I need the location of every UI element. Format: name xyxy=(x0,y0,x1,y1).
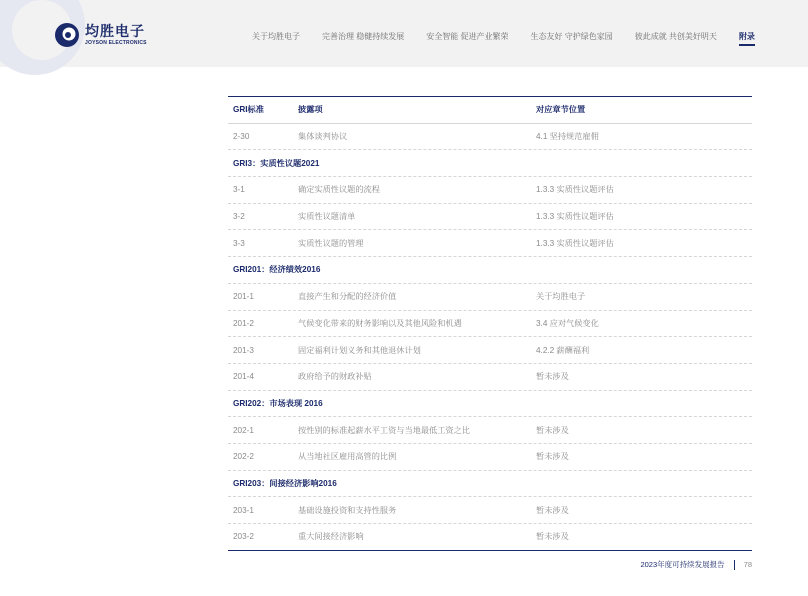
disclosure-item: 集体谈判协议 xyxy=(298,132,348,142)
disclosure-code: 3-3 xyxy=(233,238,245,248)
table-row xyxy=(228,177,752,204)
table-header-row xyxy=(228,97,752,124)
section-location: 暂未涉及 xyxy=(536,425,569,435)
disclosure-code: 203-2 xyxy=(233,532,254,542)
disclosure-item: 直接产生和分配的经济价值 xyxy=(298,292,397,302)
section-title: GRI3：实质性议题2021 xyxy=(233,158,320,168)
company-logo[interactable] xyxy=(54,22,147,48)
table-row xyxy=(228,417,752,444)
disclosure-code: 201-4 xyxy=(233,372,254,382)
nav-item-2[interactable]: 安全智能 促进产业繁荣 xyxy=(426,32,509,41)
table-row xyxy=(228,337,752,364)
section-location: 3.4 应对气候变化 xyxy=(536,318,599,328)
page-number: 78 xyxy=(743,560,752,569)
section-row xyxy=(228,391,752,418)
section-location: 暂未涉及 xyxy=(536,532,569,542)
report-title: 2023年度可持续发展报告 xyxy=(640,560,725,569)
disclosure-code: 202-1 xyxy=(233,425,254,435)
disclosure-code: 203-1 xyxy=(233,505,254,515)
disclosure-code: 201-3 xyxy=(233,345,254,355)
section-location: 1.3.3 实质性议题评估 xyxy=(536,238,614,248)
section-location: 4.2.2 薪酬福利 xyxy=(536,345,590,355)
table-row xyxy=(228,364,752,391)
table-row xyxy=(228,284,752,311)
section-row xyxy=(228,150,752,177)
section-location: 暂未涉及 xyxy=(536,452,569,462)
disclosure-code: 201-2 xyxy=(233,318,254,328)
footer-divider xyxy=(734,560,735,570)
table-row xyxy=(228,124,752,151)
disclosure-item: 按性别的标准起薪水平工资与当地最低工资之比 xyxy=(298,425,470,435)
disclosure-item: 政府给予的财政补贴 xyxy=(298,372,372,382)
disclosure-code: 3-1 xyxy=(233,185,245,195)
section-location: 暂未涉及 xyxy=(536,505,569,515)
table-row xyxy=(228,497,752,524)
disclosure-item: 从当地社区雇用高管的比例 xyxy=(298,452,397,462)
section-location: 1.3.3 实质性议题评估 xyxy=(536,185,614,195)
table-row xyxy=(228,311,752,338)
disclosure-code: 3-2 xyxy=(233,212,245,222)
logo-cn-text: 均胜电子 xyxy=(85,23,145,39)
section-location: 暂未涉及 xyxy=(536,372,569,382)
disclosure-item: 确定实质性议题的流程 xyxy=(298,185,380,195)
top-navigation xyxy=(252,31,755,42)
nav-item-4[interactable]: 彼此成就 共创美好明天 xyxy=(634,32,717,41)
logo-swirl-icon xyxy=(54,22,80,48)
header-bar xyxy=(0,0,808,67)
disclosure-item: 实质性议题清单 xyxy=(298,212,356,222)
header-section-location: 对应章节位置 xyxy=(536,105,586,115)
table-row xyxy=(228,204,752,231)
table-row xyxy=(228,444,752,471)
table-row xyxy=(228,524,752,550)
table-row xyxy=(228,230,752,257)
header-gri-standard: GRI标准 xyxy=(233,105,264,115)
disclosure-item: 气候变化带来的财务影响以及其他风险和机遇 xyxy=(298,318,462,328)
nav-item-5[interactable]: 附录 xyxy=(738,32,755,41)
section-location: 关于均胜电子 xyxy=(536,292,586,302)
nav-item-1[interactable]: 完善治理 稳健持续发展 xyxy=(322,32,405,41)
disclosure-code: 2-30 xyxy=(233,132,250,142)
nav-item-0[interactable]: 关于均胜电子 xyxy=(252,32,300,41)
nav-item-3[interactable]: 生态友好 守护绿色家园 xyxy=(530,32,613,41)
disclosure-item: 基础设施投资和支持性服务 xyxy=(298,505,397,515)
section-row xyxy=(228,471,752,498)
disclosure-item: 固定福利计划义务和其他退休计划 xyxy=(298,345,421,355)
gri-index-table xyxy=(228,96,752,551)
disclosure-item: 重大间接经济影响 xyxy=(298,532,364,542)
section-title: GRI202：市场表现 2016 xyxy=(233,398,323,408)
page-footer xyxy=(640,559,752,570)
disclosure-code: 201-1 xyxy=(233,292,254,302)
section-title: GRI203：间接经济影响2016 xyxy=(233,478,337,488)
logo-en-text: JOYSON ELECTRONICS xyxy=(85,40,147,46)
section-location: 4.1 坚持规范雇佣 xyxy=(536,132,599,142)
disclosure-code: 202-2 xyxy=(233,452,254,462)
disclosure-item: 实质性议题的管理 xyxy=(298,238,364,248)
header-disclosure: 披露项 xyxy=(298,105,323,115)
section-row xyxy=(228,257,752,284)
section-title: GRI201：经济绩效2016 xyxy=(233,265,321,275)
section-location: 1.3.3 实质性议题评估 xyxy=(536,212,614,222)
